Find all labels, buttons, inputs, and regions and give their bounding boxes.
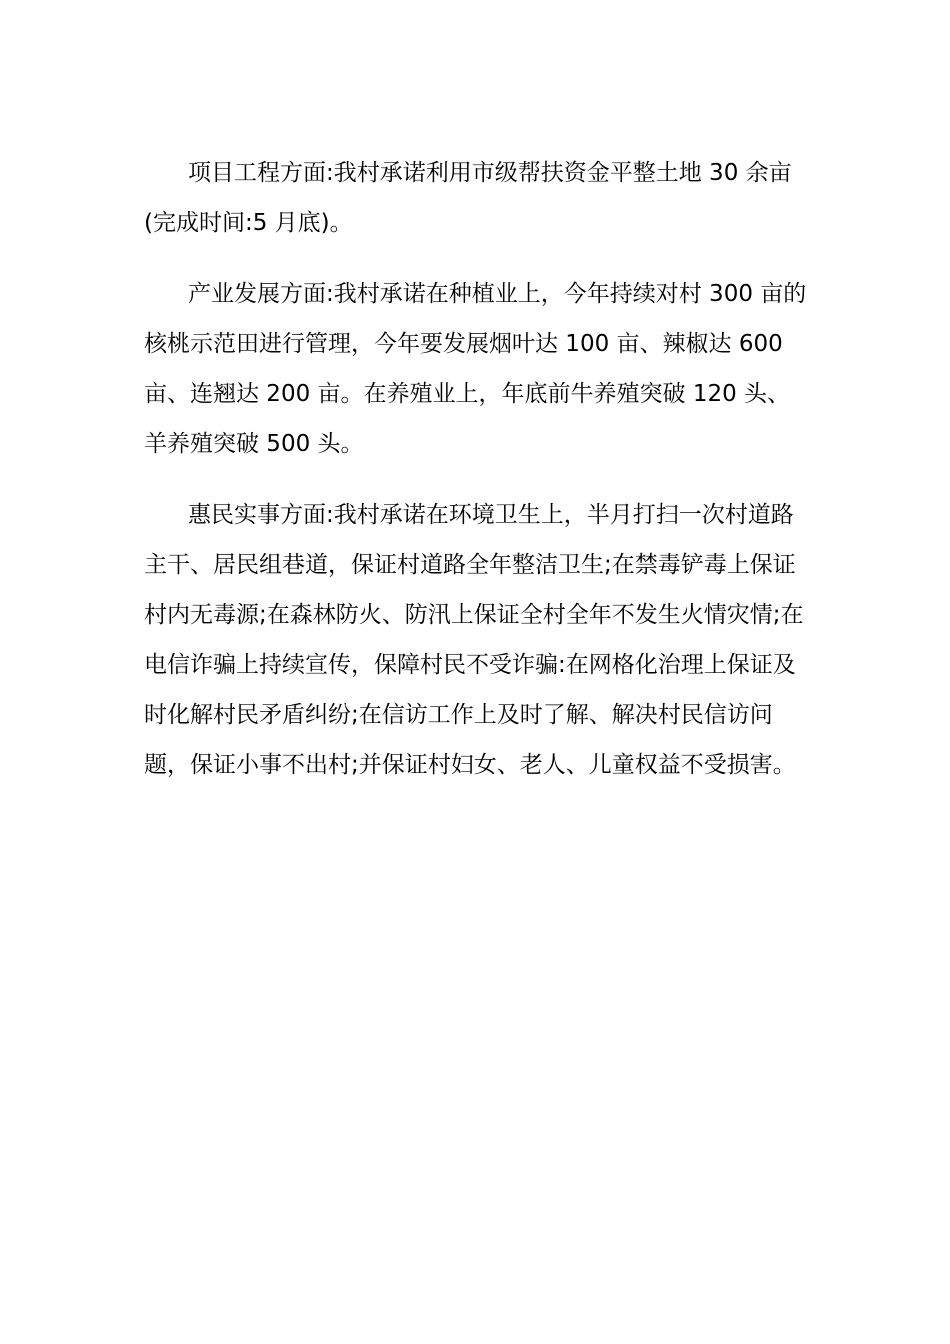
- paragraph-industry-development: 产业发展方面:我村承诺在种植业上，今年持续对村 300 亩的核桃示范田进行管理，今年要发展烟叶达 100 亩、辣椒达 600 亩、连翘达 200 亩。在养殖业上，年底前牛养殖突破 120 头、羊养殖突破 500 头。: [144, 281, 807, 457]
- paragraph-public-welfare: 惠民实事方面:我村承诺在环境卫生上，半月打扫一次村道路主干、居民组巷道，保证村道路全年整洁卫生;在禁毒铲毒上保证村内无毒源;在森林防火、防汛上保证全村全年不发生火情灾情;在电信诈骗上持续宣传，保障村民不受诈骗:在网格化治理上保证及时化解村民矛盾纠纷;在信访工作上及时了解、解决村民信访问题，保证小事不出村;并保证村妇女、老人、儿童权益不受损害。: [144, 502, 804, 778]
- document-body: [144, 148, 808, 811]
- paragraph-project-engineering: 项目工程方面:我村承诺利用市级帮扶资金平整土地 30 余亩(完成时间:5 月底)。: [144, 160, 792, 236]
